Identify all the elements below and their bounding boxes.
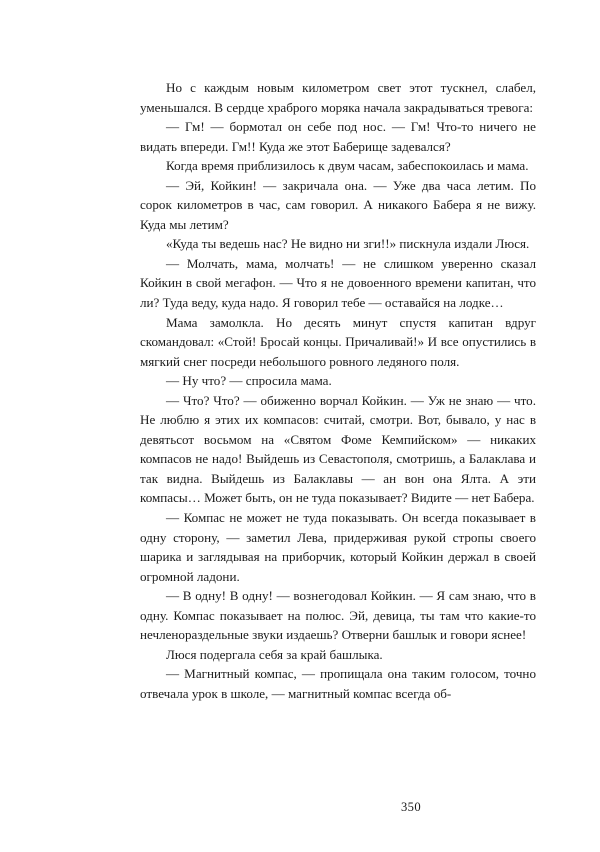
paragraph: Когда время приблизилось к двум часам, забеспокоилась и мама.: [166, 158, 529, 174]
paragraph: Но с каждым новым километром свет этот тускнел, слабел, уменьшался. В сердце храброго моряка начала закрадываться тревога:: [140, 80, 536, 115]
paragraph: — Что? Что? — обиженно ворчал Койкин. — Уж не знаю — что. Не люблю я этих их компасов: считай, смотри. Вот, бывало, у нас в девятьсот восьмом на «Святом Фоме Кемпийском» — никаких компасов не надо! Выйдешь из Севастополя, смотришь, а Балаклава и так видна. Выйдешь из Балаклавы — ан вон она Ялта. А эти компасы… Может быть, он не туда показывает? Видите — нет Бабера.: [140, 392, 536, 506]
paragraph: — Эй, Койкин! — закричала она. — Уже два часа летим. По сорок километров в час, сам говорил. А никакого Бабера я не вижу. Куда мы летим?: [140, 177, 536, 232]
paragraph: — Молчать, мама, молчать! — не слишком уверенно сказал Койкин в свой мегафон. — Что я не довоенного времени капитан, что ли? Туда веду, куда надо. Я говорил тебе — оставайся на лодке…: [140, 255, 536, 311]
paragraph: «Куда ты ведешь нас? Не видно ни зги!!» пискнула издали Люся.: [166, 236, 530, 252]
paragraph: — Магнитный компас, — пропищала она таким голосом, точно отвечала урок в школе, — магнитный компас всегда об-: [140, 666, 536, 701]
paragraph: — Ну что? — спросила мама.: [166, 373, 332, 389]
page-number: [0, 800, 600, 815]
paragraph: — Гм! — бормотал он себе под нос. — Гм! Что-то ничего не видать впереди. Гм!! Куда же этот Баберище задевался?: [140, 119, 536, 154]
paragraph: Люся подергала себя за край башлыка.: [166, 646, 383, 662]
body-text: [140, 78, 536, 704]
paragraph: — Компас не может не туда показывать. Он всегда показывает в одну сторону, — заметил Лева, придерживая рукой стропы своего шарика и заглядывая на приборчик, который Койкин держал в своей огромной ладони.: [140, 510, 536, 584]
paragraph: — В одну! В одну! — вознегодовал Койкин. — Я сам знаю, что в одну. Компас показывает на полюс. Эй, девица, ты там что какие-то нечленораздельные звуки издаешь? Отверни башлык и говори яснее!: [140, 588, 536, 643]
page-number-value: 350: [400, 800, 422, 814]
paragraph: Мама замолкла. Но десять минут спустя капитан вдруг скомандовал: «Стой! Бросай концы. Причаливай!» И все опустились в мягкий снег посреди небольшого ровного ледяного поля.: [140, 314, 536, 369]
